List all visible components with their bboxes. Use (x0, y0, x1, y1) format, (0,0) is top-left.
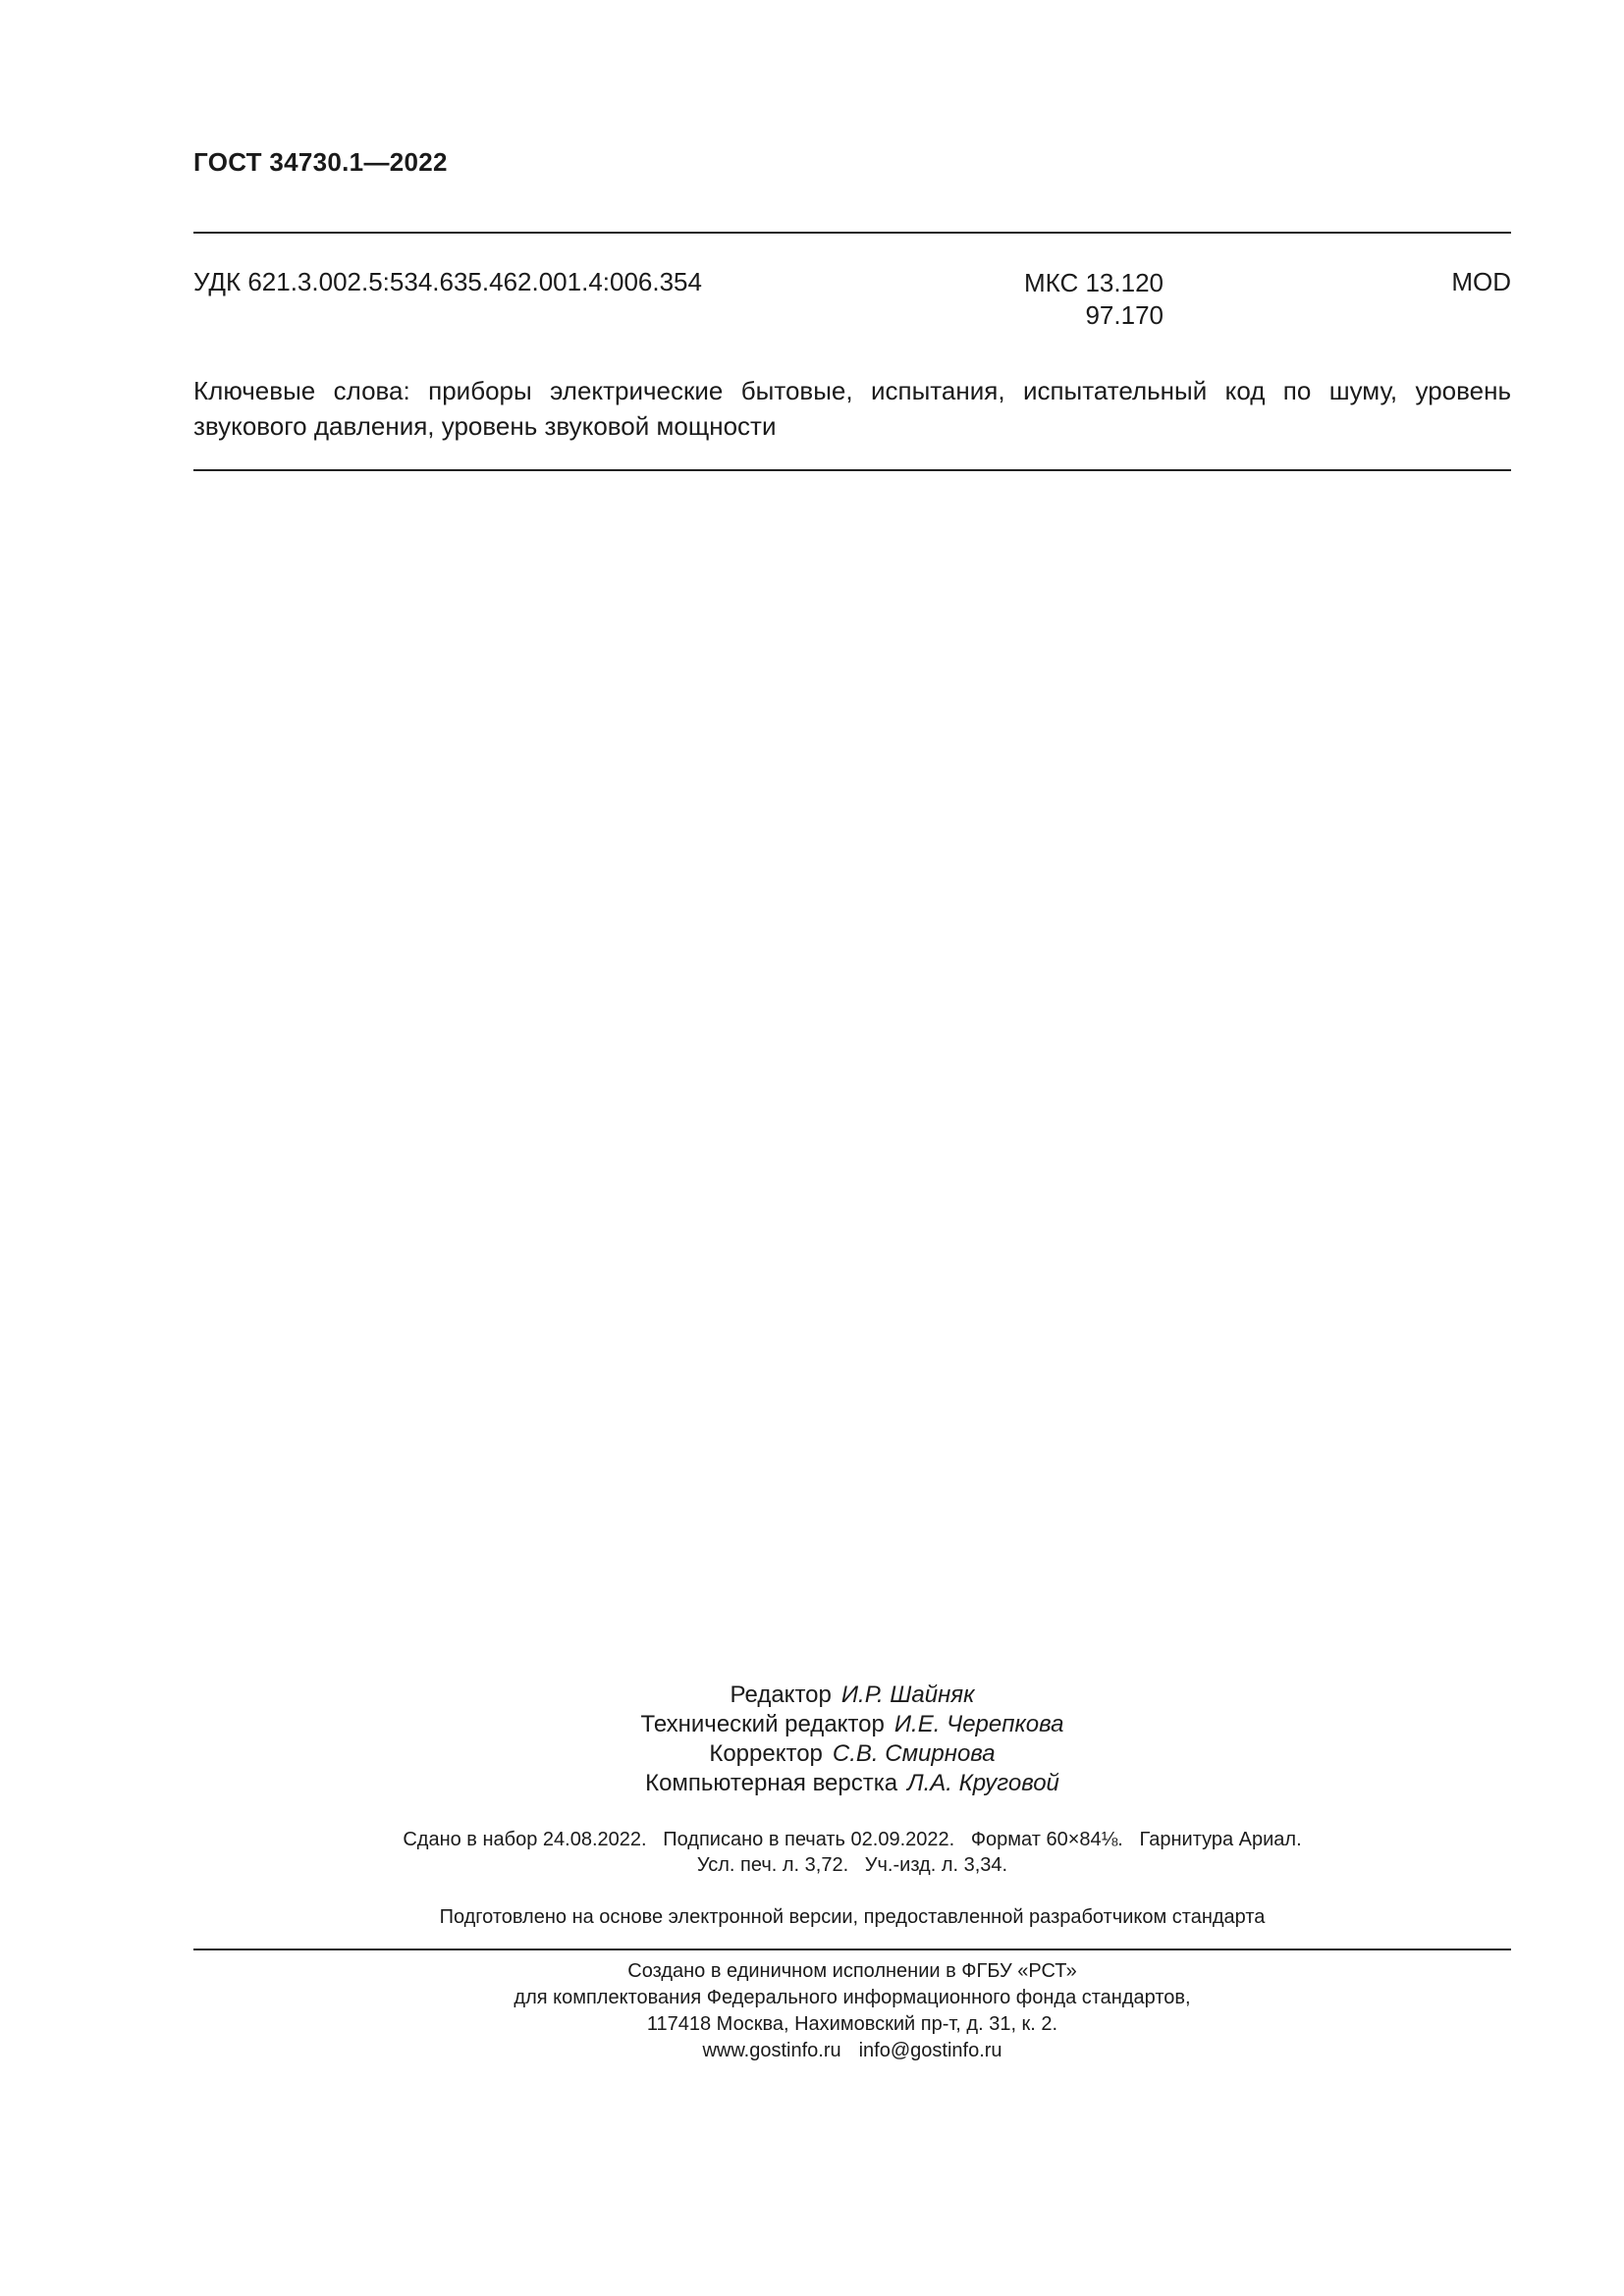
staff-name: И.Р. Шайняк (840, 1682, 975, 1708)
publisher-website: www.gostinfo.ru (702, 2040, 841, 2061)
mks-codes (1011, 267, 1164, 332)
staff-name: И.Е. Черепкова (893, 1711, 1064, 1737)
divider-keywords (193, 469, 1511, 471)
publisher-line-3: 117418 Москва, Нахимовский пр-т, д. 31, к. 2. (646, 2013, 1058, 2035)
staff-row-editor (193, 1681, 1511, 1710)
editorial-staff (193, 1681, 1511, 1798)
staff-role: Компьютерная верстка (645, 1770, 898, 1796)
divider-bottom (193, 1949, 1511, 1950)
staff-role: Корректор (709, 1740, 823, 1767)
document-id: ГОСТ 34730.1—2022 (193, 147, 448, 177)
mks-code-primary: МКС 13.120 (1023, 268, 1164, 297)
divider-top (193, 232, 1511, 234)
staff-role: Технический редактор (640, 1711, 885, 1737)
udc-code: УДК 621.3.002.5:534.635.462.001.4:006.354 (193, 267, 702, 296)
publisher-info (193, 1958, 1511, 2064)
staff-row-layout (193, 1769, 1511, 1798)
publisher-contacts (193, 2038, 1511, 2064)
modification-marker: MOD (1451, 267, 1511, 296)
staff-row-corrector (193, 1739, 1511, 1769)
prepared-note: Подготовлено на основе электронной версии, предоставленной разработчиком стандарта (439, 1906, 1266, 1928)
print-info-line-1: Сдано в набор 24.08.2022. Подписано в печать 02.09.2022. Формат 60×84⅛. Гарнитура Ариал. (403, 1829, 1302, 1850)
publisher-line-1: Создано в единичном исполнении в ФГБУ «РСТ» (627, 1960, 1077, 1982)
keywords-paragraph: Ключевые слова: приборы электрические бытовые, испытания, испытательный код по шуму, уровень звукового давления, уровень звуковой мощности (193, 376, 1511, 441)
print-info-line-2: Усл. печ. л. 3,72. Уч.-изд. л. 3,34. (696, 1854, 1008, 1876)
publisher-line-2: для комплектования Федерального информационного фонда стандартов, (514, 1987, 1191, 2008)
staff-row-tech-editor (193, 1710, 1511, 1739)
staff-name: Л.А. Круговой (907, 1770, 1059, 1796)
publisher-email: info@gostinfo.ru (858, 2040, 1002, 2061)
staff-role: Редактор (730, 1682, 832, 1708)
staff-name: С.В. Смирнова (832, 1740, 996, 1767)
print-information (193, 1827, 1511, 1878)
mks-code-secondary: 97.170 (1085, 300, 1164, 330)
